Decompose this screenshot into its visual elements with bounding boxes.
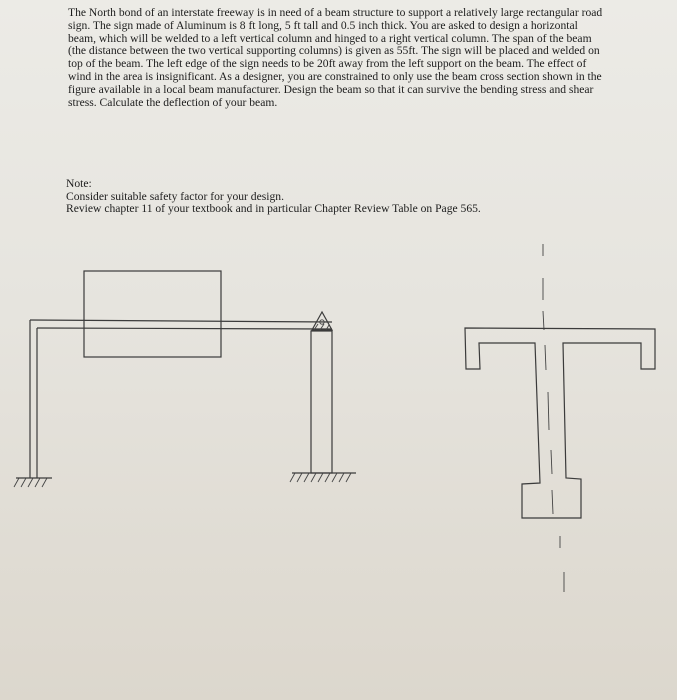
beam-top-edge	[30, 320, 332, 322]
frame-structure	[14, 271, 356, 487]
beam-cross-section	[465, 244, 655, 592]
cross-section-outline	[465, 328, 655, 518]
beam-bottom-edge	[37, 328, 332, 329]
note-heading: Note:	[66, 177, 92, 190]
cross-section-centerline	[543, 244, 564, 592]
problem-statement: The North bond of an interstate freeway is in need of a beam structure to support a relatively large rectangular road sign. The sign made of Aluminum is 8 ft long, 5 ft tall and 0.5 inch thick. You are asked to design a horizontal beam, which will be welded to a left vertical column and hinged to a right vertical column. The span of the beam (the distance between the two vertical supporting columns) is given as 55ft. The sign will be placed and welded on top of the beam. The left edge of the sign needs to be 20ft away from the left support on the beam. The effect of wind in the area is insignificant. As a designer, you are constrained to only use the beam cross section shown in the figure available in a local beam manufacturer. Design the beam so that it can survive the bending stress and shear stress. Calculate the deflection of your beam.	[68, 6, 603, 109]
note-line-2: Review chapter 11 of your textbook and in particular Chapter Review Table on Page 565.	[66, 202, 481, 216]
right-ground-hatch	[290, 473, 356, 482]
note-line-1: Consider suitable safety factor for your design.	[66, 189, 284, 203]
road-sign	[84, 271, 221, 357]
cross-section-web-detail	[545, 345, 553, 514]
right-column	[311, 331, 332, 473]
left-ground-hatch	[14, 478, 52, 487]
